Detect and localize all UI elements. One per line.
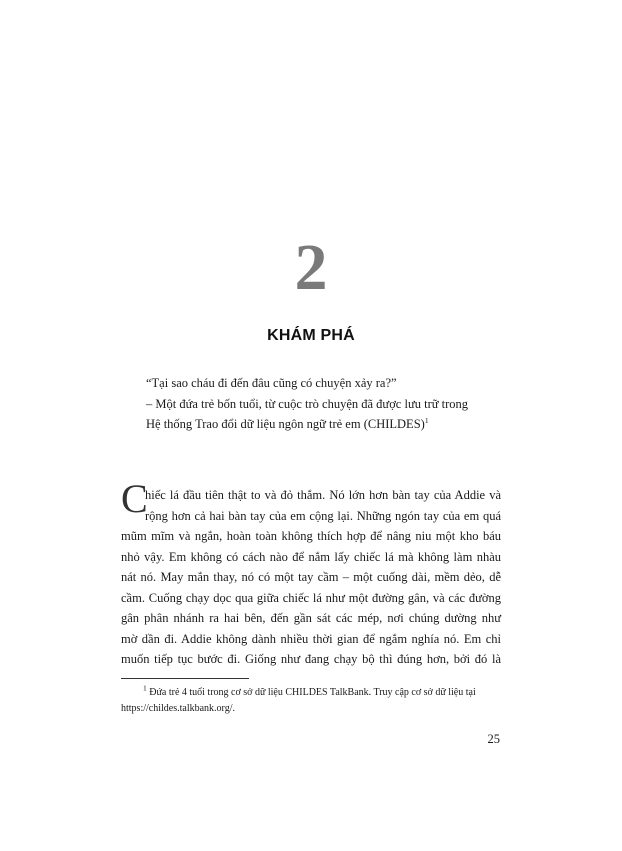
body-line: nát nó. May mắn thay, nó có một tay cầm – một cuống dài, mềm dẻo, dễ	[121, 570, 501, 584]
footnote-link[interactable]: https://childes.talkbank.org/.	[121, 703, 235, 714]
body-line: hiếc lá đầu tiên thật to và đỏ thắm. Nó lớn hơn bàn tay của Addie và	[145, 488, 501, 502]
footnote-reference[interactable]: 1	[424, 415, 429, 425]
footnote-line-1	[121, 685, 501, 701]
footnote-divider	[121, 678, 249, 679]
footnote-marker: 1	[143, 683, 147, 693]
body-line: nhỏ vậy. Em không có cách nào để nắm lấy chiếc lá mà không làm nhàu	[121, 549, 501, 564]
chapter-title: KHÁM PHÁ	[267, 327, 355, 344]
chapter-number: 2	[294, 231, 328, 304]
page-number: 25	[487, 732, 500, 746]
body-line: cầm. Cuống chạy dọc qua giữa chiếc lá như một đường gân, và các đường	[121, 590, 501, 605]
footnote	[121, 685, 501, 717]
epigraph-attribution-text: Hệ thống Trao đổi dữ liệu ngôn ngữ trẻ em (CHILDES)	[146, 417, 425, 431]
drop-cap: C	[121, 476, 148, 521]
body-line: rộng hơn cả hai bàn tay của em cộng lại. Những ngón tay của em quá	[145, 508, 501, 523]
body-line: gân phân nhánh ra hai bên, đến gần sát các mép, nơi chúng dường như	[121, 611, 501, 625]
body-paragraph	[121, 485, 501, 670]
epigraph	[146, 373, 526, 435]
body-line: muốn tiếp tục bước đi. Giống như đang chạy bộ thì đúng hơn, bởi đó là	[121, 652, 501, 666]
epigraph-quote: “Tại sao cháu đi đến đâu cũng có chuyện xảy ra?”	[146, 376, 397, 390]
body-line: mũm mĩm và ngắn, hoàn toàn không thích hợp để nâng niu một kho báu	[121, 529, 501, 543]
body-line: mờ dần đi. Addie không dành nhiều thời gian để ngắm nghía nó. Em chỉ	[121, 631, 501, 646]
epigraph-attribution-line-2	[146, 414, 526, 435]
epigraph-attribution-line-1: – Một đứa trẻ bốn tuổi, từ cuộc trò chuyện đã được lưu trữ trong	[146, 396, 469, 411]
footnote-text: Đứa trẻ 4 tuổi trong cơ sở dữ liệu CHILDES TalkBank. Truy cập cơ sở dữ liệu tại	[149, 687, 476, 698]
